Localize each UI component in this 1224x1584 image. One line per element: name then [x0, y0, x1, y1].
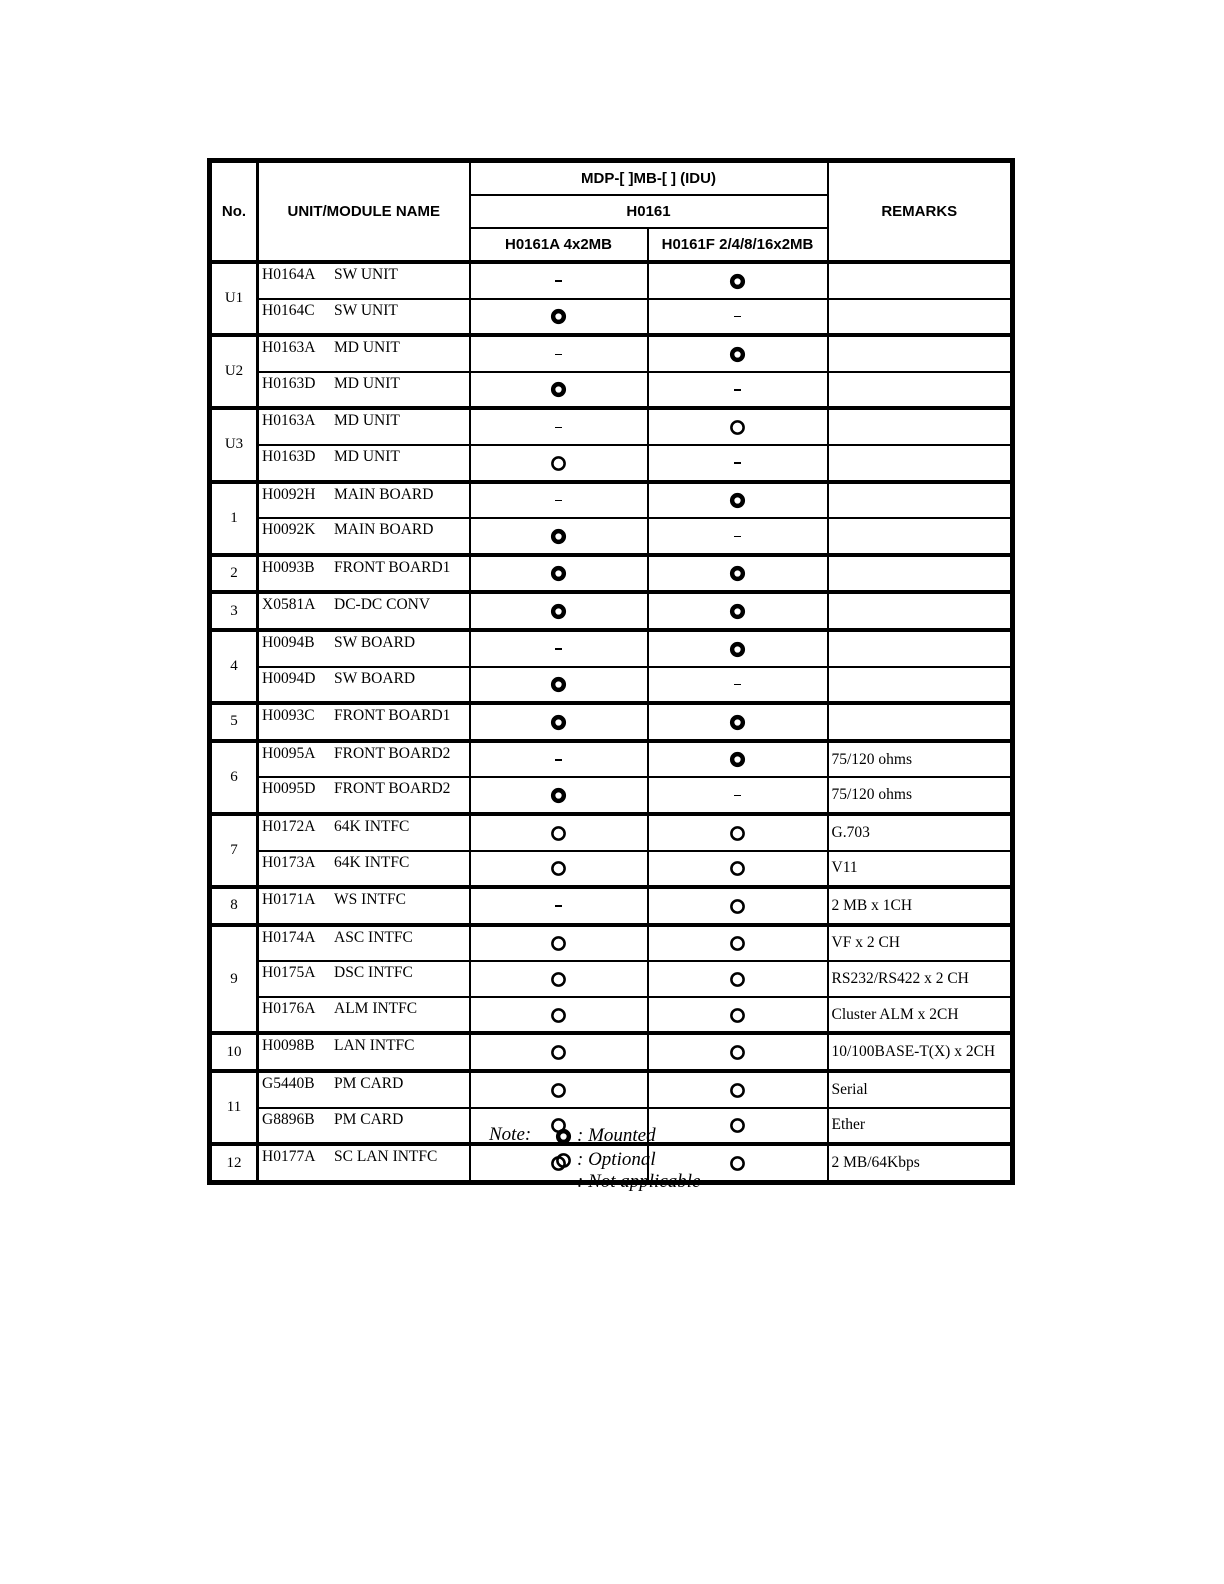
unit-code: H0164A: [262, 266, 316, 283]
mounted-icon: [729, 565, 746, 582]
unit-name: LAN INTFC: [334, 1037, 415, 1055]
unit-module-name: [258, 741, 470, 778]
unit-code: H0094D: [262, 669, 316, 687]
table-row: [210, 335, 1013, 372]
remarks-cell: RS232/RS422 x 2 CH: [828, 961, 1013, 997]
unit-name: 64K INTFC: [334, 817, 410, 835]
unit-module-name: [258, 299, 470, 336]
unit-code: H0092H: [262, 485, 316, 503]
row-number: 8: [210, 887, 258, 925]
dash-icon: [555, 280, 562, 282]
optional-mark: [470, 1033, 648, 1071]
optional-icon: [550, 824, 567, 841]
optional-mark: [648, 851, 828, 888]
table-row: [210, 555, 1013, 593]
table-row: [210, 961, 1013, 997]
unit-module-name: [258, 262, 470, 299]
table-row: [210, 777, 1013, 814]
table-row: [210, 262, 1013, 299]
unit-code: H0095A: [262, 744, 316, 762]
remarks-cell: [828, 335, 1013, 372]
legend-row-optional: [549, 1149, 656, 1171]
table-row: [210, 299, 1013, 336]
unit-name: ASC INTFC: [334, 928, 413, 946]
optional-icon: [550, 1043, 567, 1060]
remarks-cell: G.703: [828, 814, 1013, 851]
optional-icon: [550, 454, 567, 471]
optional-mark: [648, 961, 828, 997]
dash-icon: [555, 759, 562, 761]
mounted-mark: [648, 630, 828, 667]
unit-name: MD UNIT: [334, 412, 400, 430]
not-applicable-mark: [648, 667, 828, 704]
unit-name: DC-DC CONV: [334, 596, 431, 614]
mounted-mark: [470, 299, 648, 336]
unit-name: FRONT BOARD1: [334, 707, 451, 725]
unit-code: H0095D: [262, 780, 316, 798]
unit-module-table: [207, 158, 1015, 1185]
mounted-icon: [550, 307, 567, 324]
mounted-mark: [470, 592, 648, 630]
row-number: 7: [210, 814, 258, 887]
unit-name: SW UNIT: [334, 301, 398, 319]
unit-module-name: [258, 372, 470, 409]
legend-note-label: Note:: [489, 1124, 532, 1145]
header-remarks: REMARKS: [828, 161, 1013, 263]
legend-optional-text: : Optional: [577, 1149, 656, 1170]
mounted-icon: [550, 527, 567, 544]
unit-module-name: [258, 592, 470, 630]
unit-code: H0094B: [262, 633, 315, 651]
unit-name: PM CARD: [334, 1075, 404, 1093]
unit-code: H0177A: [262, 1148, 316, 1166]
row-number: U1: [210, 262, 258, 335]
remarks-cell: [828, 372, 1013, 409]
mounted-mark: [470, 777, 648, 814]
remarks-cell: 75/120 ohms: [828, 741, 1013, 778]
optional-icon: [729, 824, 746, 841]
remarks-cell: [828, 592, 1013, 630]
table-row: [210, 408, 1013, 445]
unit-module-name: [258, 887, 470, 925]
unit-code: H0172A: [262, 817, 316, 835]
unit-module-name: [258, 703, 470, 741]
not-applicable-mark: [648, 445, 828, 482]
row-number: 2: [210, 555, 258, 593]
optional-icon: [549, 1152, 577, 1169]
table-row: [210, 630, 1013, 667]
unit-code: H0176A: [262, 999, 316, 1017]
mounted-mark: [648, 335, 828, 372]
optional-icon: [729, 1043, 746, 1060]
not-applicable-mark: [648, 372, 828, 409]
unit-name: SW BOARD: [334, 669, 416, 687]
optional-mark: [470, 925, 648, 962]
mounted-icon: [729, 713, 746, 730]
optional-icon: [550, 934, 567, 951]
unit-code: G8896B: [262, 1110, 315, 1128]
unit-module-name: [258, 335, 470, 372]
unit-name: ALM INTFC: [334, 999, 418, 1017]
unit-name: FRONT BOARD2: [334, 780, 451, 798]
remarks-cell: 2 MB x 1CH: [828, 887, 1013, 925]
mounted-mark: [648, 592, 828, 630]
not-applicable-mark: [470, 408, 648, 445]
legend-not-applicable-text: : Not applicable: [577, 1171, 701, 1192]
row-number: 3: [210, 592, 258, 630]
optional-icon: [550, 859, 567, 876]
optional-mark: [470, 814, 648, 851]
row-number: 6: [210, 741, 258, 814]
dash-icon: [555, 500, 562, 502]
row-number: 4: [210, 630, 258, 703]
not-applicable-mark: [470, 335, 648, 372]
not-applicable-mark: [470, 262, 648, 299]
mounted-icon: [550, 786, 567, 803]
dash-icon: [734, 389, 741, 391]
header-group: MDP-[ ]MB-[ ] (IDU): [470, 161, 828, 196]
table-row: [210, 667, 1013, 704]
remarks-cell: Cluster ALM x 2CH: [828, 997, 1013, 1034]
unit-code: H0163D: [262, 447, 316, 465]
unit-module-name: [258, 1071, 470, 1108]
unit-name: FRONT BOARD2: [334, 744, 451, 762]
table-row: [210, 1071, 1013, 1108]
unit-module-name: [258, 1108, 470, 1145]
dash-icon: [555, 905, 562, 907]
dash-icon: [734, 316, 741, 318]
remarks-cell: [828, 445, 1013, 482]
mounted-icon: [729, 751, 746, 768]
remarks-cell: [828, 703, 1013, 741]
mounted-icon: [550, 381, 567, 398]
table-row: [210, 482, 1013, 519]
mounted-mark: [648, 482, 828, 519]
unit-name: MAIN BOARD: [334, 485, 434, 503]
mounted-mark: [470, 667, 648, 704]
unit-module-name: [258, 555, 470, 593]
table-row: [210, 741, 1013, 778]
unit-code: H0171A: [262, 891, 316, 909]
table-row: [210, 814, 1013, 851]
unit-module-name: [258, 630, 470, 667]
optional-mark: [470, 997, 648, 1034]
unit-name: MD UNIT: [334, 447, 400, 465]
optional-mark: [470, 1071, 648, 1108]
optional-icon: [729, 1081, 746, 1098]
row-number: 5: [210, 703, 258, 741]
mounted-mark: [470, 518, 648, 555]
unit-code: H0098B: [262, 1037, 315, 1055]
table-row: [210, 925, 1013, 962]
mounted-icon: [729, 602, 746, 619]
row-number: 11: [210, 1071, 258, 1144]
row-number: 1: [210, 482, 258, 555]
optional-mark: [648, 925, 828, 962]
unit-name: 64K INTFC: [334, 853, 410, 871]
unit-module-name: [258, 777, 470, 814]
remarks-cell: [828, 262, 1013, 299]
mounted-mark: [648, 555, 828, 593]
table-row: [210, 592, 1013, 630]
not-applicable-mark: [648, 299, 828, 336]
unit-module-name: [258, 814, 470, 851]
mounted-mark: [648, 741, 828, 778]
unit-module-name: [258, 518, 470, 555]
not-applicable-mark: [648, 518, 828, 555]
header-no: No.: [210, 161, 258, 263]
table-header: [210, 161, 1013, 263]
unit-name: MAIN BOARD: [334, 521, 434, 539]
unit-name: DSC INTFC: [334, 964, 413, 982]
remarks-cell: [828, 408, 1013, 445]
unit-code: H0173A: [262, 853, 316, 871]
header-unit-module-name: UNIT/MODULE NAME: [258, 161, 470, 263]
unit-code: H0163D: [262, 374, 316, 392]
unit-module-name: [258, 925, 470, 962]
unit-code: H0093C: [262, 707, 315, 725]
legend-row-not-applicable: [549, 1171, 700, 1193]
remarks-cell: Ether: [828, 1108, 1013, 1145]
row-number: U3: [210, 408, 258, 481]
dash-icon: [555, 427, 562, 429]
unit-name: MD UNIT: [334, 339, 400, 357]
table-row: [210, 703, 1013, 741]
remarks-cell: Serial: [828, 1071, 1013, 1108]
remarks-cell: [828, 667, 1013, 704]
mounted-mark: [648, 703, 828, 741]
mounted-mark: [470, 555, 648, 593]
unit-code: X0581A: [262, 596, 316, 614]
optional-icon: [729, 1006, 746, 1023]
table-row: [210, 851, 1013, 888]
legend: [487, 1122, 747, 1196]
table-row: [210, 518, 1013, 555]
unit-code: H0163A: [262, 412, 316, 430]
optional-icon: [729, 859, 746, 876]
dash-icon: [734, 462, 741, 464]
table-row: [210, 445, 1013, 482]
remarks-cell: 2 MB/64Kbps: [828, 1144, 1013, 1182]
table-body: [210, 262, 1013, 1182]
dash-icon: [555, 354, 562, 356]
unit-name: SW BOARD: [334, 633, 416, 651]
table-row: [210, 997, 1013, 1034]
optional-icon: [729, 418, 746, 435]
optional-mark: [470, 961, 648, 997]
remarks-cell: [828, 630, 1013, 667]
unit-name: MD UNIT: [334, 374, 400, 392]
legend-row-mounted: [549, 1125, 656, 1147]
not-applicable-mark: [470, 887, 648, 925]
unit-module-name: [258, 482, 470, 519]
unit-module-name: [258, 1144, 470, 1182]
row-number: 9: [210, 925, 258, 1034]
unit-name: SC LAN INTFC: [334, 1148, 438, 1166]
optional-mark: [648, 997, 828, 1034]
table-row: [210, 372, 1013, 409]
remarks-cell: [828, 299, 1013, 336]
row-number: 10: [210, 1033, 258, 1071]
unit-code: H0175A: [262, 964, 316, 982]
legend-mounted-text: : Mounted: [577, 1125, 656, 1146]
remarks-cell: [828, 555, 1013, 593]
optional-icon: [729, 934, 746, 951]
remarks-cell: [828, 518, 1013, 555]
mounted-icon: [729, 491, 746, 508]
optional-mark: [648, 1033, 828, 1071]
not-applicable-mark: [470, 482, 648, 519]
optional-icon: [729, 970, 746, 987]
header-subgroup: H0161: [470, 195, 828, 228]
optional-icon: [550, 1081, 567, 1098]
mounted-icon: [729, 345, 746, 362]
mounted-mark: [470, 703, 648, 741]
unit-module-name: [258, 667, 470, 704]
unit-name: FRONT BOARD1: [334, 558, 451, 576]
mounted-icon: [729, 272, 746, 289]
optional-mark: [470, 445, 648, 482]
row-number: U2: [210, 335, 258, 408]
not-applicable-symbol: -: [559, 1171, 567, 1192]
unit-code: H0163A: [262, 339, 316, 357]
mounted-mark: [470, 372, 648, 409]
unit-code: H0093B: [262, 558, 315, 576]
dash-icon: [734, 536, 741, 538]
mounted-icon: [550, 675, 567, 692]
unit-code: H0174A: [262, 928, 316, 946]
unit-name: PM CARD: [334, 1110, 404, 1128]
remarks-cell: 10/100BASE-T(X) x 2CH: [828, 1033, 1013, 1071]
remarks-cell: V11: [828, 851, 1013, 888]
unit-code: G5440B: [262, 1075, 315, 1093]
unit-name: SW UNIT: [334, 266, 398, 283]
dash-icon: [555, 648, 562, 650]
not-applicable-mark: [470, 630, 648, 667]
optional-mark: [470, 851, 648, 888]
mounted-icon: [549, 1128, 577, 1145]
optional-mark: [648, 814, 828, 851]
unit-name: WS INTFC: [334, 891, 406, 909]
unit-module-name: [258, 961, 470, 997]
dash-icon: [734, 684, 741, 686]
unit-module-name: [258, 1033, 470, 1071]
mounted-icon: [550, 565, 567, 582]
mounted-icon: [550, 713, 567, 730]
table-row: [210, 1033, 1013, 1071]
header-col-f: H0161F 2/4/8/16x2MB: [648, 228, 828, 262]
mounted-icon: [550, 602, 567, 619]
mounted-icon: [729, 640, 746, 657]
unit-module-name: [258, 997, 470, 1034]
remarks-cell: VF x 2 CH: [828, 925, 1013, 962]
unit-code: H0164C: [262, 301, 315, 319]
unit-module-name: [258, 445, 470, 482]
remarks-cell: [828, 482, 1013, 519]
remarks-cell: 75/120 ohms: [828, 777, 1013, 814]
optional-icon: [550, 970, 567, 987]
not-applicable-mark: [648, 777, 828, 814]
unit-code: H0092K: [262, 521, 316, 539]
unit-module-name: [258, 408, 470, 445]
header-col-a: H0161A 4x2MB: [470, 228, 648, 262]
optional-icon: [550, 1006, 567, 1023]
dash-icon: [734, 795, 741, 797]
row-number: 12: [210, 1144, 258, 1182]
not-applicable-mark: [470, 741, 648, 778]
optional-mark: [648, 1071, 828, 1108]
mounted-mark: [648, 262, 828, 299]
unit-module-name: [258, 851, 470, 888]
optional-mark: [648, 408, 828, 445]
optional-icon: [729, 897, 746, 914]
table-row: [210, 887, 1013, 925]
optional-mark: [648, 887, 828, 925]
